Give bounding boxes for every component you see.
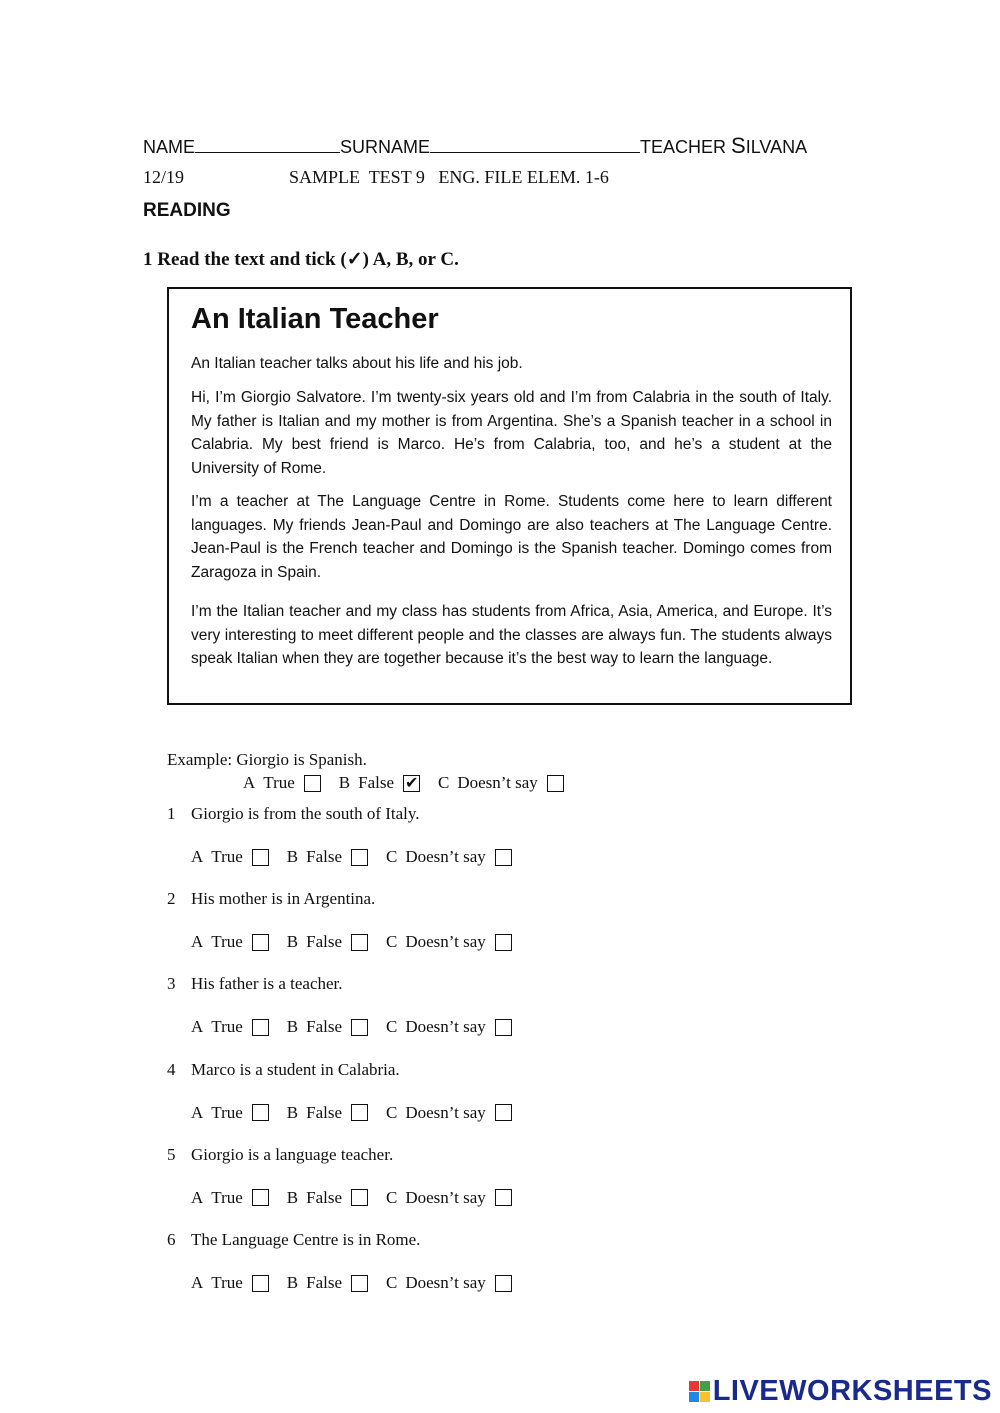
question-5-options [191, 1188, 530, 1208]
option-label: Doesn’t say [405, 932, 486, 952]
tick-box-c[interactable] [495, 1275, 512, 1292]
option-b [287, 1188, 368, 1208]
option-b [287, 1103, 368, 1123]
option-letter: A [191, 1017, 204, 1037]
logo-square-icon [689, 1392, 699, 1402]
question-text: His father is a teacher. [191, 974, 343, 994]
surname-blank[interactable] [430, 138, 640, 153]
option-letter: A [191, 847, 204, 866]
question-number: 4 [167, 1059, 176, 1079]
question-number: 6 [167, 1230, 176, 1249]
reading-paragraph: Hi, I’m Giorgio Salvatore. I’m twenty-six years old and I’m from Calabria in the south of Italy. My father is Italian and my mother is from Argentina. She’s a Spanish teacher in a school in Calabria. My best friend is Marco. He’s from Calabria, too, and he’s a student at the University of Rome. [191, 389, 832, 477]
option-letter: C [438, 773, 450, 792]
tick-box-a[interactable] [252, 1189, 269, 1206]
tick-box-c[interactable] [495, 1189, 512, 1206]
option-a [191, 1103, 269, 1123]
test-title: SAMPLE TEST 9 ENG. FILE ELEM. 1-6 [289, 167, 609, 187]
question-text: Giorgio is from the south of Italy. [191, 804, 420, 823]
example-options [243, 773, 582, 793]
option-label: False [306, 1102, 343, 1122]
question-text: Giorgio is a language teacher. [191, 1144, 394, 1164]
option-c [386, 1273, 512, 1293]
teacher-initial: S [731, 133, 746, 158]
question-number: 5 [167, 1144, 176, 1164]
option-letter: A [191, 932, 204, 952]
option-a [191, 1188, 269, 1208]
question-3 [167, 974, 343, 994]
option-b [287, 847, 368, 867]
option-letter: A [191, 1187, 204, 1207]
option-a [191, 1273, 269, 1293]
question-6-options [191, 1273, 530, 1293]
option-c [386, 1017, 512, 1037]
option-label: False [358, 773, 395, 792]
option-label: False [306, 847, 343, 866]
logo-square-icon [689, 1381, 699, 1391]
option-label: Doesn’t say [405, 847, 486, 866]
tick-box-a[interactable] [252, 1019, 269, 1036]
logo-square-icon [700, 1381, 710, 1391]
reading-paragraph: I’m the Italian teacher and my class has students from Africa, Asia, America, and Europe. It’s very interesting to meet different people and the classes are always fun. The students always speak Italian when they are together because it’s the best way to learn the language. [191, 603, 832, 667]
option-letter: B [286, 1017, 299, 1037]
option-label: Doesn’t say [405, 1102, 486, 1122]
option-label: False [306, 1187, 343, 1207]
question-6 [167, 1230, 420, 1250]
option-label: False [306, 932, 343, 952]
option-label: Doesn’t say [405, 1187, 486, 1207]
tick-box-a[interactable] [252, 849, 269, 866]
question-2-options [191, 932, 530, 952]
liveworksheets-logo [689, 1375, 992, 1408]
option-letter: A [243, 773, 256, 792]
question-number: 1 [167, 804, 176, 823]
tick-box-a[interactable] [304, 775, 321, 792]
tick-box-b[interactable] [403, 775, 420, 792]
tick-box-b[interactable] [351, 849, 368, 866]
tick-box-c[interactable] [547, 775, 564, 792]
tick-box-a[interactable] [252, 1104, 269, 1121]
surname-label: SURNAME [340, 137, 431, 157]
option-c [386, 932, 512, 952]
question-4-options [191, 1103, 530, 1123]
logo-square-icon [700, 1392, 710, 1402]
option-label: True [211, 1017, 243, 1037]
option-label: True [211, 1102, 243, 1122]
option-letter: A [191, 1273, 204, 1292]
option-letter: C [386, 1102, 398, 1122]
tick-box-a[interactable] [252, 1275, 269, 1292]
tick-box-c[interactable] [495, 1104, 512, 1121]
tick-box-b[interactable] [351, 1189, 368, 1206]
teacher-prefix: TEACHER [640, 137, 732, 157]
option-letter: B [286, 1102, 299, 1122]
option-c [386, 1103, 512, 1123]
option-label: True [211, 847, 243, 866]
option-b [287, 1273, 368, 1293]
teacher-name-rest: ILVANA [745, 137, 808, 157]
option-letter: C [386, 1273, 398, 1292]
name-blank[interactable] [195, 138, 340, 153]
question-5 [167, 1145, 393, 1165]
option-a [191, 1017, 269, 1037]
student-info-line [143, 133, 807, 159]
tick-box-c[interactable] [495, 934, 512, 951]
option-letter: C [386, 1017, 398, 1037]
option-label: Doesn’t say [405, 1017, 486, 1037]
option-letter: B [286, 1187, 299, 1207]
option-b [287, 932, 368, 952]
section-title: READING [143, 200, 231, 221]
question-text: Marco is a student in Calabria. [191, 1059, 400, 1079]
logo-text: LIVEWORKSHEETS [712, 1375, 992, 1407]
option-b [287, 1017, 368, 1037]
option-c [386, 1188, 512, 1208]
question-number: 3 [167, 974, 176, 994]
option-label: Doesn’t say [457, 773, 538, 792]
logo-mark-icon [689, 1381, 710, 1402]
reading-title: An Italian Teacher [191, 303, 439, 335]
option-label: True [211, 1273, 243, 1292]
tick-box-c[interactable] [495, 1019, 512, 1036]
option-label: False [306, 1273, 343, 1292]
reading-intro: An Italian teacher talks about his life and his job. [191, 355, 523, 372]
option-label: True [263, 773, 295, 792]
option-letter: C [386, 847, 398, 866]
tick-box-b[interactable] [351, 1104, 368, 1121]
option-b [339, 773, 420, 793]
option-letter: B [286, 932, 299, 952]
tick-box-b[interactable] [351, 934, 368, 951]
option-label: True [211, 932, 243, 952]
tick-box-b[interactable] [351, 1019, 368, 1036]
question-1-options [191, 847, 530, 867]
question-3-options [191, 1017, 530, 1037]
option-label: True [211, 1187, 243, 1207]
question-text: The Language Centre is in Rome. [191, 1230, 421, 1249]
option-a [243, 773, 321, 793]
question-text: His mother is in Argentina. [191, 889, 376, 909]
option-c [386, 847, 512, 867]
tick-box-c[interactable] [495, 849, 512, 866]
tick-box-b[interactable] [351, 1275, 368, 1292]
example-question: Example: Giorgio is Spanish. [167, 750, 367, 769]
option-letter: B [286, 1273, 299, 1292]
option-label: Doesn’t say [405, 1273, 486, 1292]
name-label: NAME [143, 137, 196, 157]
question-number: 2 [167, 889, 176, 909]
question-2 [167, 889, 375, 909]
reading-paragraph: I’m a teacher at The Language Centre in Rome. Students come here to learn different languages. My friends Jean-Paul and Domingo are also teachers at The Language Centre. Jean-Paul is the French teacher and Domingo is the Spanish teacher. Domingo comes from Zaragoza in Spain. [191, 493, 832, 581]
option-a [191, 847, 269, 867]
question-1 [167, 804, 420, 824]
reading-text-box [167, 287, 852, 705]
option-letter: B [286, 847, 299, 866]
option-letter: B [338, 773, 351, 792]
question-4 [167, 1060, 400, 1080]
option-a [191, 932, 269, 952]
option-letter: C [386, 1187, 398, 1207]
option-letter: C [386, 932, 398, 952]
option-label: False [306, 1017, 343, 1037]
option-c [438, 773, 564, 793]
option-letter: A [191, 1102, 204, 1122]
exercise-instruction: 1 Read the text and tick (✓) A, B, or C. [143, 249, 459, 270]
test-date: 12/19 [143, 167, 185, 187]
tick-box-a[interactable] [252, 934, 269, 951]
